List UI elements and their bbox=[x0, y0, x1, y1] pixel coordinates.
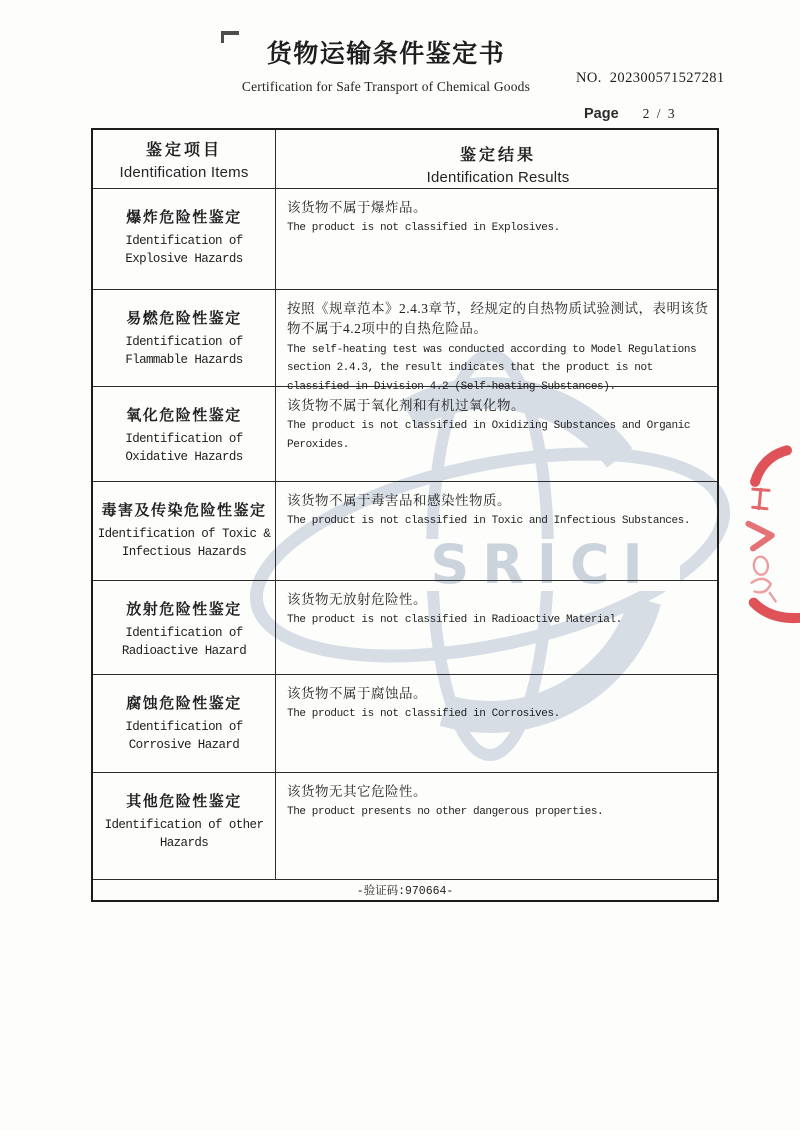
result-text-en: The product is not classified in Corrosives. bbox=[287, 708, 560, 721]
result-cell bbox=[276, 773, 717, 879]
table-row-radioactive bbox=[93, 581, 717, 675]
item-cell bbox=[93, 189, 276, 289]
result-cell bbox=[276, 189, 717, 289]
doc-number-value: 202300571527281 bbox=[609, 70, 725, 86]
item-cell bbox=[93, 482, 276, 580]
item-label-en: Identification of Radioactive Hazard bbox=[121, 625, 247, 658]
table-row-other bbox=[93, 773, 717, 880]
result-text-en: The product is not classified in Radioactive Material. bbox=[287, 614, 622, 627]
result-cell bbox=[276, 482, 717, 580]
doc-number bbox=[576, 70, 725, 87]
results-header-en: Identification Results bbox=[426, 168, 570, 186]
result-cell bbox=[276, 387, 717, 481]
result-cell bbox=[276, 290, 717, 397]
item-label-en: Identification of Oxidative Hazards bbox=[125, 431, 243, 464]
result-text-en: The product is not classified in Explosives. bbox=[287, 222, 560, 235]
item-cell bbox=[93, 675, 276, 772]
item-label-en: Identification of Corrosive Hazard bbox=[125, 719, 243, 752]
item-label-zh: 易燃危险性鉴定 bbox=[126, 311, 242, 327]
item-cell bbox=[93, 773, 276, 879]
doc-number-label: NO. bbox=[576, 70, 602, 86]
results-column-header bbox=[276, 130, 717, 188]
result-text-zh: 该货物无其它危险性。 bbox=[287, 784, 427, 799]
red-stamp-fragment bbox=[733, 443, 800, 643]
table-row-flammable bbox=[93, 290, 717, 393]
items-header-en: Identification Items bbox=[119, 164, 249, 181]
results-header-zh: 鉴定结果 bbox=[459, 146, 536, 164]
identification-table bbox=[91, 128, 719, 902]
item-label-zh: 放射危险性鉴定 bbox=[126, 602, 242, 618]
items-header-zh: 鉴定项目 bbox=[145, 142, 222, 159]
page-value: 2 / 3 bbox=[642, 106, 677, 121]
table-header-row bbox=[93, 130, 717, 189]
result-text-zh: 该货物不属于腐蚀品。 bbox=[287, 686, 427, 701]
item-label-en: Identification of Toxic & Infectious Hazards bbox=[97, 526, 271, 559]
result-text-zh: 按照《规章范本》2.4.3章节，经规定的自热物质试验测试，表明该货物不属于4.2项中的自热危险品。 bbox=[287, 301, 709, 337]
item-label-en: Identification of other Hazards bbox=[104, 817, 264, 850]
result-text-zh: 该货物不属于爆炸品。 bbox=[287, 200, 427, 215]
table-row-toxic-infectious bbox=[93, 482, 717, 581]
item-label-zh: 氧化危险性鉴定 bbox=[126, 408, 242, 424]
item-label-en: Identification of Explosive Hazards bbox=[125, 233, 243, 266]
page-title-zh: 货物运输条件鉴定书 bbox=[266, 41, 506, 68]
verification-code: -验证码:970664- bbox=[356, 885, 454, 898]
result-text-en: The product is not classified in Oxidizing Substances and Organic Peroxides. bbox=[287, 420, 691, 451]
item-cell bbox=[93, 290, 276, 397]
item-label-zh: 其他危险性鉴定 bbox=[126, 794, 242, 810]
result-text-en: The product presents no other dangerous properties. bbox=[287, 806, 604, 819]
table-row-corrosive bbox=[93, 675, 717, 773]
result-text-zh: 该货物不属于氧化剂和有机过氧化物。 bbox=[287, 398, 525, 413]
result-text-zh: 该货物不属于毒害品和感染性物质。 bbox=[287, 493, 511, 508]
page-indicator bbox=[584, 105, 677, 123]
table-row-explosive bbox=[93, 189, 717, 290]
result-text-en: The self-heating test was conducted according to Model Regulations section 2.4.3, the result indicates that the product is not classified in Division 4.2 (Self-heating Substances). bbox=[287, 343, 697, 393]
result-cell bbox=[276, 581, 717, 674]
item-label-zh: 腐蚀危险性鉴定 bbox=[126, 696, 242, 712]
result-cell bbox=[276, 675, 717, 772]
item-label-zh: 毒害及传染危险性鉴定 bbox=[101, 503, 267, 519]
document-header bbox=[230, 34, 542, 95]
items-column-header bbox=[93, 130, 276, 188]
page-label: Page bbox=[584, 106, 619, 122]
item-label-en: Identification of Flammable Hazards bbox=[125, 334, 243, 367]
item-cell bbox=[93, 387, 276, 481]
result-text-zh: 该货物无放射危险性。 bbox=[287, 592, 427, 607]
table-row-oxidative bbox=[93, 387, 717, 482]
item-label-zh: 爆炸危险性鉴定 bbox=[126, 210, 242, 226]
page-title-en: Certification for Safe Transport of Chemical Goods bbox=[241, 79, 531, 94]
item-cell bbox=[93, 581, 276, 674]
watermark-text: SRICI bbox=[430, 533, 656, 596]
result-text-en: The product is not classified in Toxic and Infectious Substances. bbox=[287, 515, 691, 528]
